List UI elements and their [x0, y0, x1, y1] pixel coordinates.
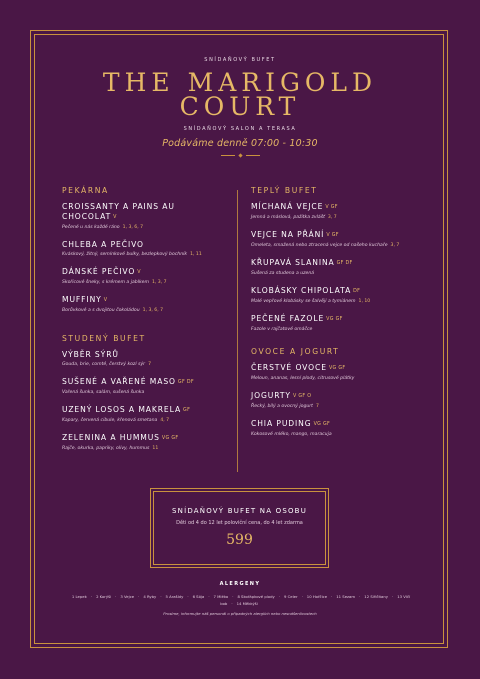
- menu-item-description: [251, 326, 416, 333]
- item-name-text: UZENÝ LOSOS A MAKRELA: [62, 405, 182, 414]
- menu-item-name: [62, 202, 227, 223]
- ornament-divider: [0, 154, 480, 157]
- menu-header: [0, 57, 480, 157]
- ornament-line: [221, 155, 235, 156]
- allergen-entry: 3 Vejce: [120, 594, 135, 599]
- column-divider: [237, 190, 238, 472]
- menu-item-description: [251, 242, 416, 249]
- item-name-text: SUŠENÉ A VAŘENÉ MASO: [62, 377, 176, 386]
- allergen-entry: 14 Měkkýši: [236, 601, 258, 606]
- section-ovoce-a-jogurt: [251, 347, 416, 438]
- allergen-numbers: 7: [148, 362, 152, 367]
- menu-item: [251, 363, 416, 382]
- menu-item: [251, 419, 416, 438]
- menu-item-name: [62, 240, 227, 250]
- diamond-icon: [238, 153, 242, 157]
- allergen-numbers: 3, 7: [390, 243, 400, 248]
- menu-item-description: [251, 375, 416, 382]
- separator-dot: ·: [208, 594, 210, 599]
- menu-item-name: [251, 419, 416, 430]
- menu-item-description: [251, 270, 416, 277]
- dietary-tag: V GF: [326, 233, 339, 238]
- separator-dot: ·: [115, 594, 117, 599]
- menu-item: [251, 202, 416, 221]
- separator-dot: ·: [231, 601, 233, 606]
- description-text: Fazole v rajčatové omáčce: [251, 327, 313, 332]
- description-text: Jemná a máslová, pažitka zvlášť: [251, 215, 325, 220]
- allergens-note: Prosíme, informujte náš personál o případných alergiích nebo nesnášenlivostech: [163, 611, 317, 616]
- separator-dot: ·: [90, 594, 93, 599]
- dietary-tag: DF: [353, 289, 361, 294]
- dietary-tag: VG GF: [328, 366, 346, 371]
- menu-item: [62, 433, 227, 452]
- menu-item-name: [251, 286, 416, 297]
- allergen-entry: 5 Arašídy: [165, 594, 184, 599]
- allergen-numbers: 1, 3, 6, 7: [122, 225, 144, 230]
- item-name-text: CROISSANTY A PAINS AU CHOCOLAT: [62, 202, 175, 221]
- description-text: Kapary, červená cibule, křenová smetana: [62, 418, 158, 423]
- dietary-tag: GF DF: [336, 261, 353, 266]
- menu-item-description: [251, 298, 416, 305]
- allergen-numbers: 11: [152, 446, 159, 451]
- dietary-tag: V GF O: [292, 394, 312, 399]
- allergen-numbers: 3, 7: [327, 215, 337, 220]
- menu-item: [62, 405, 227, 424]
- menu-item-description: [62, 224, 227, 231]
- description-text: Řecký, bílý a ovocný jogurt: [251, 404, 313, 409]
- allergen-numbers: 1, 11: [190, 252, 202, 257]
- menu-item-description: [62, 251, 227, 258]
- item-name-text: CHLEBA A PEČIVO: [62, 240, 144, 249]
- section-title: OVOCE A JOGURT: [251, 347, 340, 356]
- menu-item: [62, 350, 227, 368]
- left-column: [62, 186, 227, 461]
- price-value: 599: [226, 532, 253, 548]
- description-text: Meloun, ananas, lesní plody, citrusové plátky: [251, 376, 355, 381]
- allergen-entry: 13 Vlčí bob: [220, 594, 411, 606]
- menu-item-name: [62, 295, 227, 306]
- dietary-tag: V: [113, 215, 117, 220]
- section-pekarna: [62, 186, 227, 314]
- item-name-text: ZELENINA A HUMMUS: [62, 433, 160, 442]
- menu-item: [251, 391, 416, 410]
- allergen-entry: 10 Hořčice: [306, 594, 328, 599]
- menu-item: [251, 230, 416, 249]
- allergen-entry: 7 Mléko: [213, 594, 229, 599]
- menu-item-description: [251, 431, 416, 438]
- item-name-text: DÁNSKÉ PEČIVO: [62, 267, 136, 276]
- allergen-entry: 11 Sezam: [336, 594, 356, 599]
- description-text: Kokosové mléko, mango, maracuja: [251, 432, 332, 437]
- menu-item-description: [62, 361, 227, 368]
- restaurant-title: [0, 68, 480, 121]
- menu-item: [251, 258, 416, 277]
- item-name-text: PEČENÉ FAZOLE: [251, 314, 325, 323]
- allergen-entry: 6 Sója: [192, 594, 205, 599]
- allergen-entry: 1 Lepek: [71, 594, 87, 599]
- separator-dot: ·: [232, 594, 234, 599]
- allergen-entry: 2 Korýši: [96, 594, 112, 599]
- menu-item-description: [251, 214, 416, 221]
- section-title: TEPLÝ BUFET: [251, 186, 318, 195]
- dietary-tag: VG GF: [161, 436, 179, 441]
- section-title: PEKÁRNA: [62, 186, 109, 195]
- dietary-tag: GF DF: [177, 380, 194, 385]
- dietary-tag: GF: [183, 408, 191, 413]
- section-title: STUDENÝ BUFET: [62, 334, 146, 343]
- description-text: Pečené u nás každé ráno: [62, 225, 120, 230]
- allergen-entry: 4 Ryby: [143, 594, 157, 599]
- allergen-numbers: 1, 3, 6, 7: [142, 308, 164, 313]
- menu-item-name: [251, 391, 416, 402]
- menu-item: [62, 377, 227, 396]
- item-name-text: KŘUPAVÁ SLANINA: [251, 258, 335, 267]
- section-studeny-bufet: [62, 334, 227, 452]
- menu-item-name: [251, 202, 416, 213]
- description-text: Omeleta, smažená nebo ztracená vejce od našeho kuchaře: [251, 243, 388, 248]
- item-name-text: JOGURTY: [251, 391, 291, 400]
- separator-dot: ·: [187, 594, 189, 599]
- allergen-numbers: 7: [315, 404, 319, 409]
- item-name-text: CHIA PUDING: [251, 419, 312, 428]
- description-text: Kváskový, žitný, semínkové bulky, bezlepkový bochník: [62, 252, 188, 257]
- menu-item-description: [62, 307, 227, 314]
- allergen-numbers: 1, 3, 7: [151, 280, 167, 285]
- item-name-text: KLOBÁSKY CHIPOLATA: [251, 286, 352, 295]
- menu-item: [62, 295, 227, 314]
- menu-item-name: [251, 258, 416, 269]
- separator-dot: ·: [301, 594, 303, 599]
- separator-dot: ·: [278, 594, 280, 599]
- title-line-2: COURT: [179, 92, 301, 121]
- description-text: Skořicové šneky, s krémem a jablkem: [62, 280, 149, 285]
- separator-dot: ·: [359, 594, 361, 599]
- right-column: [251, 186, 416, 447]
- allergen-numbers: 4, 7: [160, 418, 170, 423]
- dietary-tag: VG GF: [326, 317, 343, 322]
- item-name-text: VEJCE NA PŘÁNÍ: [251, 230, 325, 239]
- allergen-numbers: 1, 10: [358, 299, 371, 304]
- menu-item: [251, 314, 416, 333]
- price-box-note: Děti od 4 do 12 let poloviční cena, do 4 let zdarma: [176, 520, 303, 526]
- menu-item: [62, 202, 227, 231]
- menu-item-name: [62, 350, 227, 360]
- description-text: Vařená šunka, salám, sušená šunka: [62, 390, 145, 395]
- dietary-tag: V: [103, 298, 108, 303]
- separator-dot: ·: [331, 594, 333, 599]
- allergen-entry: 12 Siřičitany: [364, 594, 389, 599]
- menu-item-name: [62, 405, 227, 416]
- title-line-1: THE MARIGOLD: [102, 68, 378, 97]
- price-box: [153, 491, 326, 565]
- allergens-footer: [0, 581, 480, 616]
- dietary-tag: V: [137, 270, 141, 275]
- description-text: Sušená za studena a uzená: [251, 271, 315, 276]
- description-text: Malé vepřové klobásky se šalvějí a tymiánem: [251, 299, 356, 304]
- allergen-entry: 9 Celer: [284, 594, 298, 599]
- menu-item-name: [251, 230, 416, 241]
- ornament-line: [246, 155, 260, 156]
- allergens-title: ALERGENY: [219, 581, 261, 587]
- separator-dot: ·: [160, 594, 162, 599]
- item-name-text: VÝBĚR SÝRŮ: [62, 350, 119, 359]
- price-box-title: SNÍDAŇOVÝ BUFET NA OSOBU: [171, 507, 308, 515]
- menu-item-name: [251, 363, 416, 374]
- menu-item-description: [62, 279, 227, 286]
- separator-dot: ·: [138, 594, 140, 599]
- description-text: Gouda, brie, comté, čerstvý kozí sýr: [62, 362, 146, 367]
- eyebrow-text: SNÍDAŇOVÝ BUFET: [204, 57, 276, 63]
- menu-item-description: [62, 389, 227, 396]
- menu-item-name: [251, 314, 416, 325]
- menu-item-description: [62, 445, 227, 452]
- allergens-list: [60, 593, 420, 607]
- item-name-text: MUFFINY: [62, 295, 102, 304]
- item-name-text: ČERSTVÉ OVOCE: [251, 363, 327, 372]
- menu-item: [62, 240, 227, 258]
- dietary-tag: VG GF: [313, 422, 331, 427]
- description-text: Rajče, okurka, papriky, olivy, hummus: [62, 446, 150, 451]
- separator-dot: ·: [392, 594, 394, 599]
- menu-item-name: [62, 267, 227, 278]
- menu-item-description: [251, 403, 416, 410]
- section-teply-bufet: [251, 186, 416, 333]
- menu-item: [62, 267, 227, 286]
- menu-item-description: [62, 417, 227, 424]
- menu-item: [251, 286, 416, 305]
- description-text: Borůvkové a s dvojitou čokoládou: [62, 308, 140, 313]
- subtitle-text: SNÍDAŇOVÝ SALON A TERASA: [183, 126, 297, 132]
- menu-item-name: [62, 377, 227, 388]
- item-name-text: MÍCHANÁ VEJCE: [251, 202, 324, 211]
- opening-hours: Podáváme denně 07:00 - 10:30: [162, 138, 318, 149]
- menu-item-name: [62, 433, 227, 444]
- dietary-tag: V GF: [325, 205, 338, 210]
- allergen-entry: 8 Skořápkové plody: [237, 594, 275, 599]
